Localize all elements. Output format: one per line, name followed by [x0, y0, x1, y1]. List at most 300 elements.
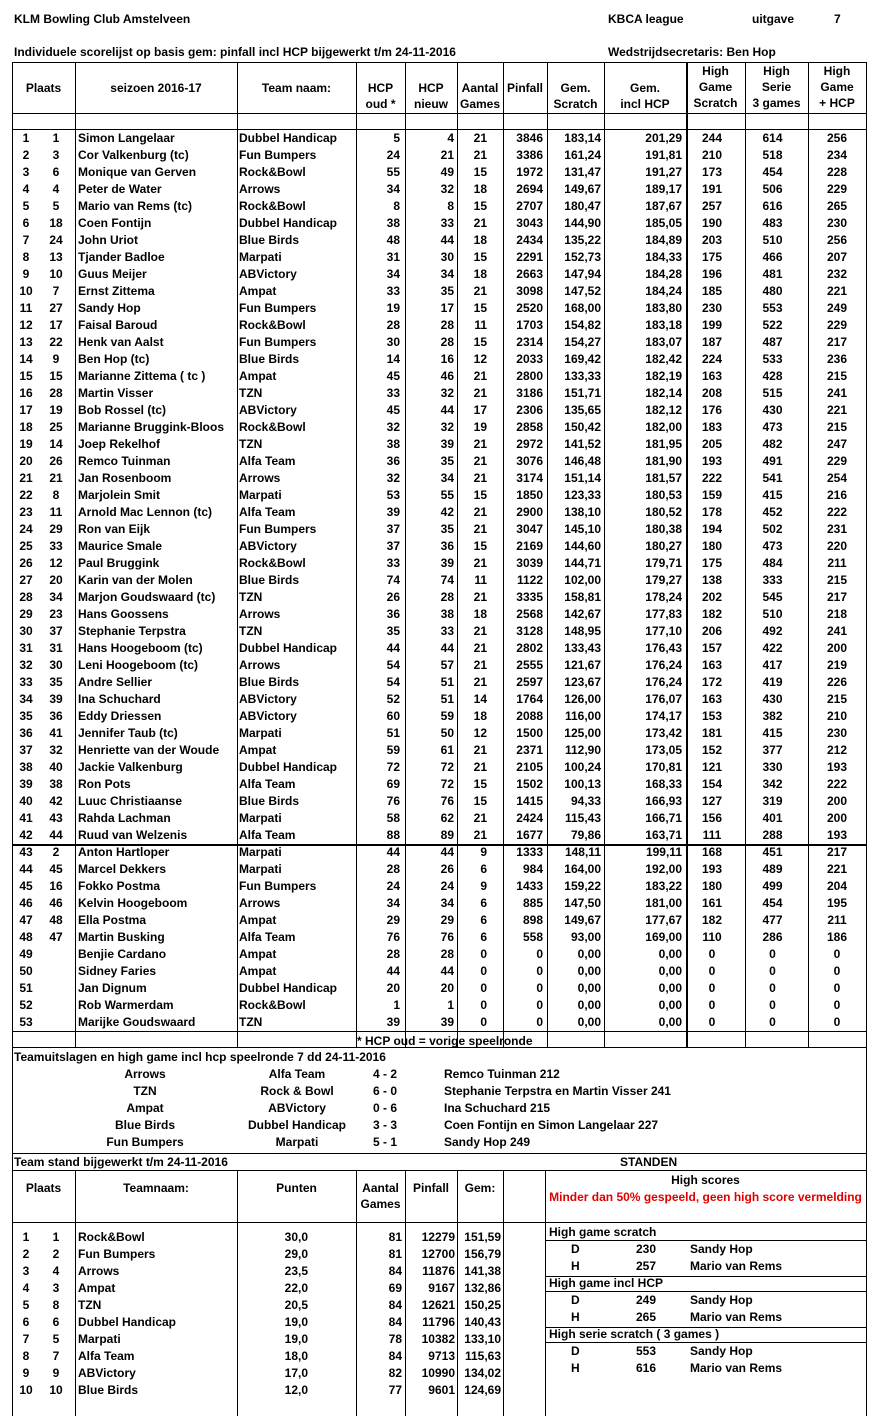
avg-incl-hcp: 177,83 — [645, 607, 682, 621]
high-game-hcp: 215 — [826, 420, 848, 434]
high-series: 0 — [769, 981, 776, 995]
row-prev-place: 11 — [49, 505, 63, 519]
edition-label: uitgave — [752, 12, 795, 26]
high-series: 342 — [762, 777, 783, 791]
high-score-value: 265 — [636, 1310, 657, 1324]
team-column-divider — [75, 1171, 76, 1416]
league-name: KBCA league — [608, 12, 684, 26]
team-name: ABVictory — [239, 403, 297, 417]
pinfall: 885 — [522, 896, 543, 910]
avg-scratch: 123,33 — [564, 488, 601, 502]
hcp-new: 35 — [440, 522, 454, 536]
high-game-scratch: 127 — [701, 794, 723, 808]
high-series: 419 — [762, 675, 783, 689]
games-count: 11 — [474, 573, 487, 587]
pinfall: 984 — [522, 862, 543, 876]
avg-incl-hcp: 191,27 — [645, 165, 682, 179]
player-name: Andre Sellier — [78, 675, 153, 689]
avg-scratch: 93,00 — [570, 930, 601, 944]
player-name: Jan Rosenboom — [78, 471, 172, 485]
hcp-old: 54 — [386, 658, 400, 672]
row-place: 3 — [22, 165, 30, 179]
high-series: 483 — [762, 216, 783, 230]
pinfall: 1415 — [516, 794, 543, 808]
high-game-scratch: 153 — [701, 709, 723, 723]
avg-incl-hcp: 180,27 — [645, 539, 682, 553]
high-game-hcp: 241 — [826, 624, 848, 638]
row-prev-place: 38 — [49, 777, 63, 791]
high-game-hcp: 219 — [826, 658, 848, 672]
high-series: 506 — [762, 182, 783, 196]
avg-scratch: 0,00 — [577, 1015, 601, 1029]
high-series: 428 — [762, 369, 783, 383]
column-header-6: Pinfall — [506, 81, 543, 95]
row-prev-place: 7 — [52, 284, 60, 298]
team-name: Fun Bumpers — [239, 879, 317, 893]
games-count: 6 — [480, 930, 487, 944]
hcp-old: 39 — [386, 505, 400, 519]
page-subtitle: Individuele scorelijst op basis gem: pinfall incl HCP bijgewerkt t/m 24-11-2016 — [14, 45, 456, 59]
high-series: 333 — [762, 573, 783, 587]
row-prev-place: 18 — [49, 216, 63, 230]
match-score: 5 - 1 — [372, 1135, 397, 1149]
team-games: 69 — [388, 1281, 402, 1295]
games-count: 21 — [473, 828, 487, 842]
hcp-new: 44 — [440, 845, 454, 859]
table-bottom-border — [12, 1031, 866, 1032]
team-column-header-1: Teamnaam: — [123, 1181, 189, 1195]
avg-incl-hcp: 0,00 — [658, 981, 682, 995]
pinfall: 2520 — [516, 301, 543, 315]
high-game-hcp: 241 — [826, 386, 848, 400]
avg-incl-hcp: 166,71 — [645, 811, 682, 825]
games-count: 0 — [480, 981, 487, 995]
pinfall: 1433 — [516, 879, 543, 893]
team-prev-place: 6 — [52, 1315, 60, 1329]
hcp-old: 59 — [386, 743, 400, 757]
avg-scratch: 144,90 — [564, 216, 601, 230]
pinfall: 0 — [536, 981, 543, 995]
high-game-hcp: 204 — [826, 879, 848, 893]
avg-scratch: 148,95 — [564, 624, 601, 638]
row-prev-place: 44 — [49, 828, 63, 842]
hcp-new: 35 — [440, 454, 454, 468]
round-high-game: Stephanie Terpstra en Martin Visser 241 — [444, 1084, 671, 1098]
match-score: 4 - 2 — [372, 1067, 397, 1081]
games-count: 21 — [473, 811, 487, 825]
pinfall: 2694 — [516, 182, 543, 196]
avg-incl-hcp: 201,29 — [645, 131, 682, 145]
row-place: 33 — [19, 675, 33, 689]
avg-scratch: 142,67 — [564, 607, 601, 621]
hcp-old: 38 — [386, 437, 400, 451]
team-stand-title-border — [12, 1170, 866, 1171]
row-place: 24 — [19, 522, 33, 536]
player-name: Remco Tuinman — [78, 454, 171, 468]
player-name: Arnold Mac Lennon (tc) — [78, 505, 212, 519]
high-game-scratch: 222 — [701, 471, 723, 485]
player-name: Simon Langelaar — [78, 131, 175, 145]
high-series: 477 — [762, 913, 783, 927]
hcp-new: 24 — [440, 879, 454, 893]
high-game-hcp: 217 — [826, 590, 848, 604]
team-name: Ampat — [78, 1281, 116, 1295]
games-count: 9 — [480, 845, 487, 859]
high-game-hcp: 222 — [826, 777, 848, 791]
row-prev-place: 31 — [49, 641, 63, 655]
high-score-value: 257 — [636, 1259, 657, 1273]
home-team: TZN — [133, 1084, 157, 1098]
hcp-old: 29 — [386, 913, 400, 927]
avg-scratch: 148,11 — [564, 845, 601, 859]
row-place: 36 — [19, 726, 33, 740]
pinfall: 558 — [522, 930, 543, 944]
high-game-hcp: 216 — [826, 488, 848, 502]
high-game-hcp: 217 — [826, 335, 848, 349]
column-header-0: Plaats — [25, 81, 62, 95]
avg-incl-hcp: 192,00 — [645, 862, 682, 876]
team-column-header-0: Plaats — [25, 1181, 62, 1195]
high-scores-note: Minder dan 50% gespeeld, geen high score vermelding — [549, 1190, 862, 1204]
column-header-11: High Game + HCP — [819, 64, 855, 110]
hcp-new: 51 — [440, 675, 454, 689]
games-count: 21 — [473, 454, 487, 468]
high-game-hcp: 215 — [826, 369, 848, 383]
pinfall: 0 — [536, 998, 543, 1012]
row-place: 12 — [19, 318, 33, 332]
pinfall: 2291 — [516, 250, 543, 264]
column-divider — [237, 62, 238, 1047]
pinfall: 3386 — [516, 148, 543, 162]
hcp-old: 69 — [386, 777, 400, 791]
team-name: Arrows — [239, 607, 281, 621]
pinfall: 2597 — [516, 675, 543, 689]
team-name: Arrows — [239, 658, 281, 672]
team-average: 132,86 — [464, 1281, 501, 1295]
away-team: Marpati — [275, 1135, 319, 1149]
pinfall: 3128 — [516, 624, 543, 638]
high-series: 415 — [762, 488, 783, 502]
pinfall: 1502 — [516, 777, 543, 791]
avg-scratch: 121,67 — [564, 658, 601, 672]
high-game-scratch: 257 — [701, 199, 723, 213]
player-name: Luuc Christiaanse — [78, 794, 183, 808]
avg-scratch: 164,00 — [564, 862, 601, 876]
games-count: 9 — [480, 879, 487, 893]
avg-incl-hcp: 182,12 — [645, 403, 682, 417]
high-series: 422 — [762, 641, 783, 655]
avg-incl-hcp: 177,67 — [645, 913, 682, 927]
row-prev-place: 9 — [52, 352, 60, 366]
row-place: 37 — [19, 743, 33, 757]
hcp-new: 34 — [440, 267, 454, 281]
games-count: 12 — [473, 352, 487, 366]
high-game-scratch: 0 — [708, 981, 716, 995]
games-count: 18 — [473, 233, 487, 247]
team-name: Dubbel Handicap — [239, 641, 338, 655]
avg-scratch: 149,67 — [564, 913, 601, 927]
hcp-old: 34 — [386, 896, 400, 910]
row-prev-place: 45 — [49, 862, 63, 876]
high-series: 491 — [762, 454, 783, 468]
pinfall: 1972 — [516, 165, 543, 179]
high-game-hcp: 256 — [826, 233, 848, 247]
hcp-old: 37 — [386, 539, 400, 553]
player-name: Marcel Dekkers — [78, 862, 167, 876]
row-prev-place: 10 — [49, 267, 63, 281]
high-game-scratch: 206 — [701, 624, 723, 638]
pinfall: 3846 — [516, 131, 543, 145]
row-place: 41 — [19, 811, 33, 825]
high-game-scratch: 210 — [701, 148, 723, 162]
hcp-old: 88 — [386, 828, 400, 842]
hcp-new: 32 — [440, 386, 454, 400]
high-game-scratch: 161 — [701, 896, 723, 910]
high-scores-title: High scores — [671, 1173, 740, 1187]
team-name: Marpati — [78, 1332, 121, 1346]
hcp-footnote: * HCP oud = vorige speelronde — [357, 1034, 533, 1048]
hcp-new: 76 — [440, 794, 454, 808]
avg-incl-hcp: 183,07 — [645, 335, 682, 349]
row-place: 44 — [19, 862, 33, 876]
high-series: 499 — [762, 879, 783, 893]
hcp-new: 55 — [440, 488, 454, 502]
avg-scratch: 180,47 — [564, 199, 601, 213]
games-count: 21 — [473, 743, 487, 757]
high-game-scratch: 183 — [701, 420, 723, 434]
avg-scratch: 138,10 — [564, 505, 601, 519]
team-games: 81 — [388, 1230, 402, 1244]
row-prev-place: 34 — [49, 590, 63, 604]
row-place: 42 — [19, 828, 33, 842]
team-name: Fun Bumpers — [239, 522, 317, 536]
high-game-hcp: 230 — [826, 726, 848, 740]
team-pinfall: 10382 — [421, 1332, 455, 1346]
high-game-hcp: 226 — [826, 675, 848, 689]
hcp-new: 28 — [440, 947, 454, 961]
high-score-player: Sandy Hop — [690, 1293, 753, 1307]
avg-incl-hcp: 183,22 — [645, 879, 682, 893]
hcp-old: 74 — [386, 573, 400, 587]
team-pinfall: 12621 — [421, 1298, 455, 1312]
hcp-old: 45 — [386, 369, 400, 383]
hcp-new: 61 — [440, 743, 454, 757]
high-game-hcp: 200 — [826, 811, 848, 825]
avg-scratch: 79,86 — [570, 828, 601, 842]
hcp-new: 72 — [440, 777, 454, 791]
row-place: 7 — [22, 233, 30, 247]
high-game-hcp: 193 — [826, 760, 848, 774]
high-game-scratch: 244 — [701, 131, 723, 145]
hcp-new: 39 — [440, 1015, 454, 1029]
high-game-scratch: 152 — [701, 743, 723, 757]
pinfall: 2088 — [516, 709, 543, 723]
row-prev-place: 1 — [52, 131, 60, 145]
right-border — [866, 1171, 867, 1416]
avg-incl-hcp: 0,00 — [658, 964, 682, 978]
hcp-new: 1 — [447, 998, 454, 1012]
player-name: Joep Rekelhof — [78, 437, 161, 451]
hcp-old: 53 — [386, 488, 400, 502]
player-name: Marjolein Smit — [78, 488, 161, 502]
avg-scratch: 123,67 — [564, 675, 601, 689]
hcp-new: 8 — [447, 199, 454, 213]
team-games: 81 — [388, 1247, 402, 1261]
team-prev-place: 1 — [52, 1230, 60, 1244]
team-points: 19,0 — [284, 1332, 308, 1346]
high-series: 482 — [762, 437, 783, 451]
avg-scratch: 151,71 — [564, 386, 601, 400]
team-name: Blue Birds — [239, 573, 300, 587]
column-header-3: HCP oud * — [365, 81, 396, 111]
row-place: 16 — [19, 386, 33, 400]
row-place: 40 — [19, 794, 33, 808]
pinfall: 2371 — [516, 743, 543, 757]
row-prev-place: 30 — [49, 658, 63, 672]
hcp-new: 34 — [440, 471, 454, 485]
row-prev-place: 24 — [49, 233, 63, 247]
hcp-new: 38 — [440, 607, 454, 621]
hcp-new: 17 — [440, 301, 454, 315]
team-name: Rock&Bowl — [239, 556, 306, 570]
avg-incl-hcp: 191,81 — [645, 148, 682, 162]
team-prev-place: 9 — [52, 1366, 60, 1380]
hcp-old: 32 — [386, 471, 400, 485]
high-series: 616 — [762, 199, 783, 213]
player-name: Monique van Gerven — [78, 165, 197, 179]
high-game-scratch: 185 — [701, 284, 723, 298]
avg-scratch: 183,14 — [564, 131, 601, 145]
team-name: Marpati — [239, 862, 282, 876]
row-place: 11 — [19, 301, 33, 315]
row-place: 5 — [22, 199, 30, 213]
row-prev-place: 2 — [52, 845, 60, 859]
team-points: 17,0 — [284, 1366, 308, 1380]
pinfall: 2555 — [516, 658, 543, 672]
avg-scratch: 158,81 — [564, 590, 601, 604]
column-header-1: seizoen 2016-17 — [110, 81, 202, 95]
player-name: Ron Pots — [78, 777, 131, 791]
hcp-new: 50 — [440, 726, 454, 740]
team-games: 84 — [388, 1298, 402, 1312]
row-place: 31 — [19, 641, 33, 655]
high-game-hcp: 256 — [826, 131, 848, 145]
player-name: Anton Hartloper — [78, 845, 170, 859]
hcp-old: 33 — [386, 386, 400, 400]
team-name: Arrows — [239, 896, 281, 910]
high-series: 541 — [762, 471, 783, 485]
pinfall: 2707 — [516, 199, 543, 213]
avg-incl-hcp: 181,95 — [645, 437, 682, 451]
avg-incl-hcp: 176,43 — [645, 641, 682, 655]
team-name: Ampat — [239, 964, 277, 978]
team-pinfall: 12700 — [421, 1247, 455, 1261]
high-series: 510 — [762, 233, 783, 247]
high-game-hcp: 215 — [826, 573, 848, 587]
row-prev-place: 46 — [49, 896, 63, 910]
avg-incl-hcp: 177,10 — [645, 624, 682, 638]
avg-incl-hcp: 199,11 — [645, 845, 682, 859]
team-name: Alfa Team — [239, 930, 296, 944]
high-series: 480 — [762, 284, 783, 298]
team-place: 3 — [22, 1264, 30, 1278]
team-name: ABVictory — [239, 539, 297, 553]
high-series: 473 — [762, 420, 783, 434]
team-name: Fun Bumpers — [239, 148, 317, 162]
high-game-hcp: 247 — [826, 437, 848, 451]
pinfall: 1333 — [516, 845, 543, 859]
hcp-new: 36 — [440, 539, 454, 553]
avg-scratch: 151,14 — [564, 471, 601, 485]
column-divider — [12, 62, 13, 1047]
high-game-hcp: 195 — [826, 896, 848, 910]
high-score-player: Mario van Rems — [690, 1310, 783, 1324]
high-game-hcp: 254 — [826, 471, 848, 485]
player-name: Paul Bruggink — [78, 556, 160, 570]
row-place: 30 — [19, 624, 33, 638]
pinfall: 2663 — [516, 267, 543, 281]
hcp-old: 36 — [386, 607, 400, 621]
team-place: 9 — [22, 1366, 30, 1380]
games-count: 19 — [473, 420, 487, 434]
avg-scratch: 100,24 — [564, 760, 601, 774]
hcp-new: 42 — [440, 505, 454, 519]
team-results-title: Teamuitslagen en high game incl hcp speelronde 7 dd 24-11-2016 — [14, 1050, 386, 1064]
team-average: 150,25 — [464, 1298, 501, 1312]
games-count: 15 — [473, 165, 487, 179]
row-place: 15 — [19, 369, 33, 383]
games-count: 15 — [473, 539, 487, 553]
team-points: 12,0 — [284, 1383, 308, 1397]
player-name: Ben Hop (tc) — [78, 352, 150, 366]
high-series: 452 — [762, 505, 783, 519]
hcp-old: 1 — [393, 998, 400, 1012]
team-points: 19,0 — [284, 1315, 308, 1329]
hcp-new: 33 — [440, 216, 454, 230]
avg-incl-hcp: 166,93 — [645, 794, 682, 808]
row-place: 45 — [19, 879, 33, 893]
team-name: Marpati — [239, 845, 282, 859]
hcp-new: 26 — [440, 862, 454, 876]
games-count: 15 — [473, 335, 487, 349]
row-place: 43 — [19, 845, 33, 859]
hcp-old: 33 — [386, 284, 400, 298]
hcp-new: 51 — [440, 692, 454, 706]
team-prev-place: 10 — [49, 1383, 63, 1397]
hcp-new: 44 — [440, 233, 454, 247]
high-series: 401 — [762, 811, 783, 825]
pinfall: 3098 — [516, 284, 543, 298]
avg-scratch: 150,42 — [564, 420, 601, 434]
round-high-game: Sandy Hop 249 — [444, 1135, 531, 1149]
row-place: 21 — [19, 471, 33, 485]
games-count: 21 — [473, 641, 487, 655]
avg-scratch: 94,33 — [570, 794, 601, 808]
high-game-hcp: 228 — [826, 165, 848, 179]
avg-incl-hcp: 179,27 — [645, 573, 682, 587]
row-place: 8 — [22, 250, 30, 264]
team-place: 2 — [22, 1247, 30, 1261]
hcp-old: 34 — [386, 182, 400, 196]
high-game-scratch: 182 — [701, 607, 723, 621]
hcp-old: 72 — [386, 760, 400, 774]
high-game-scratch: 0 — [708, 947, 716, 961]
avg-incl-hcp: 182,00 — [645, 420, 682, 434]
high-game-hcp: 193 — [826, 828, 848, 842]
team-name: Rock&Bowl — [239, 199, 306, 213]
hcp-old: 60 — [386, 709, 400, 723]
high-score-section-title: High game scratch — [549, 1225, 657, 1239]
